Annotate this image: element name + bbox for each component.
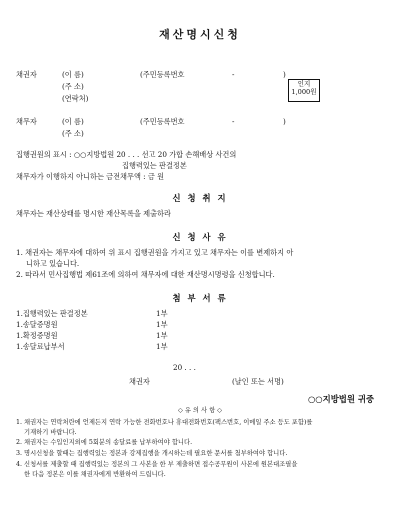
notes-heading: ◇ 유 의 사 항 ◇ [177,407,223,414]
attachment-item-2: 1.송달증명원 [16,320,58,329]
creditor-label: 채권자 [16,70,37,79]
creditor-contact-label: (연락처) [62,94,89,103]
creditor-id-close: ) [283,70,286,79]
creditor-address-label: (주 소) [62,82,84,91]
debtor-id-close: ) [283,117,286,126]
stamp-box [288,79,320,102]
note-1-line1: 1. 채권자는 연락처란에 언제든지 연락 가능한 전화번호나 휴대전화번호(팩스번호, 이메일 주소 등도 포함)를 [16,419,313,426]
reason-1-line1: 1. 채권자는 채무자에 대하여 위 표시 집행권원을 가지고 있고 채무자는 이를 변제하지 아 [16,248,294,257]
signature-label: 채권자 [129,377,150,386]
reasons-heading: 신 청 사 유 [172,232,228,242]
note-4-line2: 한 다음 정본은 이를 채권자에게 반환하여 드립니다. [24,471,166,478]
debtor-name-label: (이 름) [62,117,84,126]
attachment-item-3: 1.확정증명원 [16,331,58,340]
page-title: 재산명시신청 [159,28,241,41]
attachment-item-4: 1.송달료납부서 [16,342,65,351]
note-2: 2. 채권자는 수입인지외에 5회분의 송달료를 납부하여야 합니다. [16,439,193,446]
monetary-obligation-line: 채무자가 이행하지 아니하는 금전채무액 : 금 원 [16,172,165,181]
stamp-amount: 1,000원 [291,88,317,96]
attachment-count-4: 1부 [156,342,168,351]
note-1-line2: 기재하기 바랍니다. [24,429,77,436]
note-4-line1: 4. 신청서를 제출할 때 집행력있는 정본의 그 사본을 한 부 제출하면 접수공무원이 사본에 원본대조필을 [16,461,298,468]
creditor-id-label: (주민등록번호 [140,70,185,79]
note-3: 3. 명시신청을 할때는 집행력있는 정본과 강제집행을 개시하는데 필요한 문서를 첨부하여야 합니다. [16,450,288,457]
court-name: ○○지방법원 귀중 [308,394,375,404]
debtor-id-dash: - [232,117,235,126]
reason-2: 2. 따라서 민사집행법 제61조에 의하여 채무자에 대한 재산명시명령을 신청합니다. [16,270,275,279]
attachment-count-1: 1부 [156,309,168,318]
execution-title-line: 집행권원의 표시 : ○○지방법원 20 . . . 선고 20 가합 손해배상 사건의 [16,150,237,159]
signature-seal: (날인 또는 서명) [232,377,284,386]
creditor-id-dash: - [232,70,235,79]
attachment-item-1: 1.집행력있는 판결정본 [16,309,88,318]
attachment-count-2: 1부 [156,320,168,329]
creditor-name-label: (이 름) [62,70,84,79]
execution-title-document: 집행력있는 판결정본 [122,161,187,170]
attachment-count-3: 1부 [156,331,168,340]
debtor-label: 채무자 [16,117,37,126]
reason-1-line2: 니하고 있습니다. [26,259,80,268]
debtor-id-label: (주민등록번호 [140,117,185,126]
attachments-heading: 첨 부 서 류 [172,293,228,303]
debtor-address-label: (주 소) [62,129,84,138]
filing-date: 20 . . . [173,363,196,372]
stamp-label: 인지 [297,80,311,88]
purpose-heading: 신 청 취 지 [172,193,228,203]
purpose-text: 채무자는 재산상태를 명시한 재산목록을 제출하라 [16,209,171,218]
